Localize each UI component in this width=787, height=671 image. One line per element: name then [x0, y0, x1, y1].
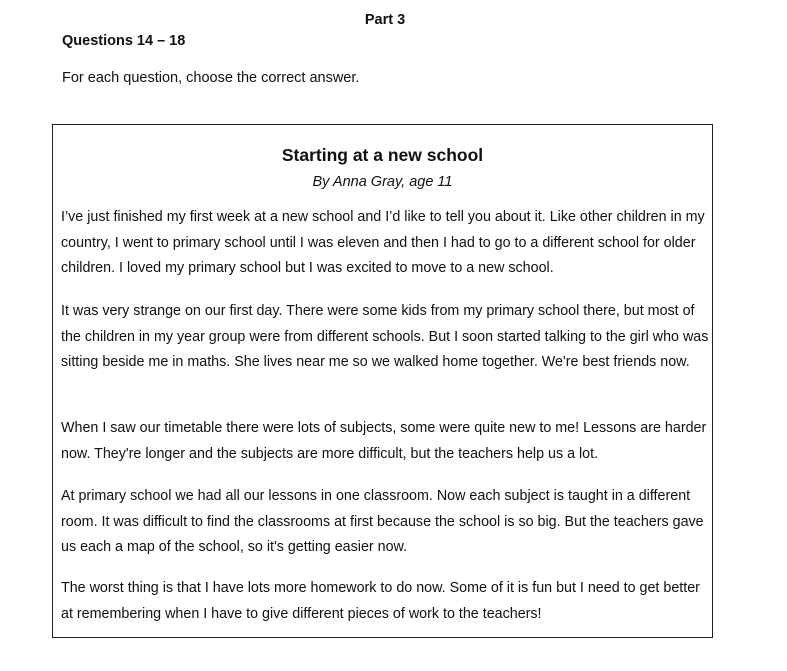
instruction-text: For each question, choose the correct answer. — [62, 70, 360, 86]
article-paragraph: The worst thing is that I have lots more homework to do now. Some of it is fun but I need to get better at remembering when I have to give different pieces of work to the teachers! — [61, 580, 700, 622]
article-title: Starting at a new school — [281, 145, 484, 165]
part-title: Part 3 — [364, 12, 406, 28]
article-paragraph: I’ve just finished my first week at a new school and I’d like to tell you about it. Like other children in my country, I went to primary school until I was eleven and then I had to go to a different school for older children. I loved my primary school but I was excited to move to a new school. — [61, 209, 705, 276]
article-paragraph: When I saw our timetable there were lots of subjects, some were quite new to me! Lessons are harder now. They're longer and the subjects are more difficult, but the teachers help us a lot. — [61, 420, 707, 462]
reading-text-box — [52, 124, 713, 638]
article-paragraph: It was very strange on our first day. There were some kids from my primary school there, but most of the children in my year group were from different schools. But I soon started talking to the girl who was sitting beside me in maths. She lives near me so we walked home together. We're best friends now. — [61, 303, 709, 370]
article-byline: By Anna Gray, age 11 — [312, 174, 453, 190]
article-paragraph: At primary school we had all our lessons in one classroom. Now each subject is taught in a different room. It was difficult to find the classrooms at first because the school is so big. But the teachers gave us each a map of the school, so it's getting easier now. — [61, 488, 704, 555]
questions-range: Questions 14 – 18 — [62, 33, 186, 49]
